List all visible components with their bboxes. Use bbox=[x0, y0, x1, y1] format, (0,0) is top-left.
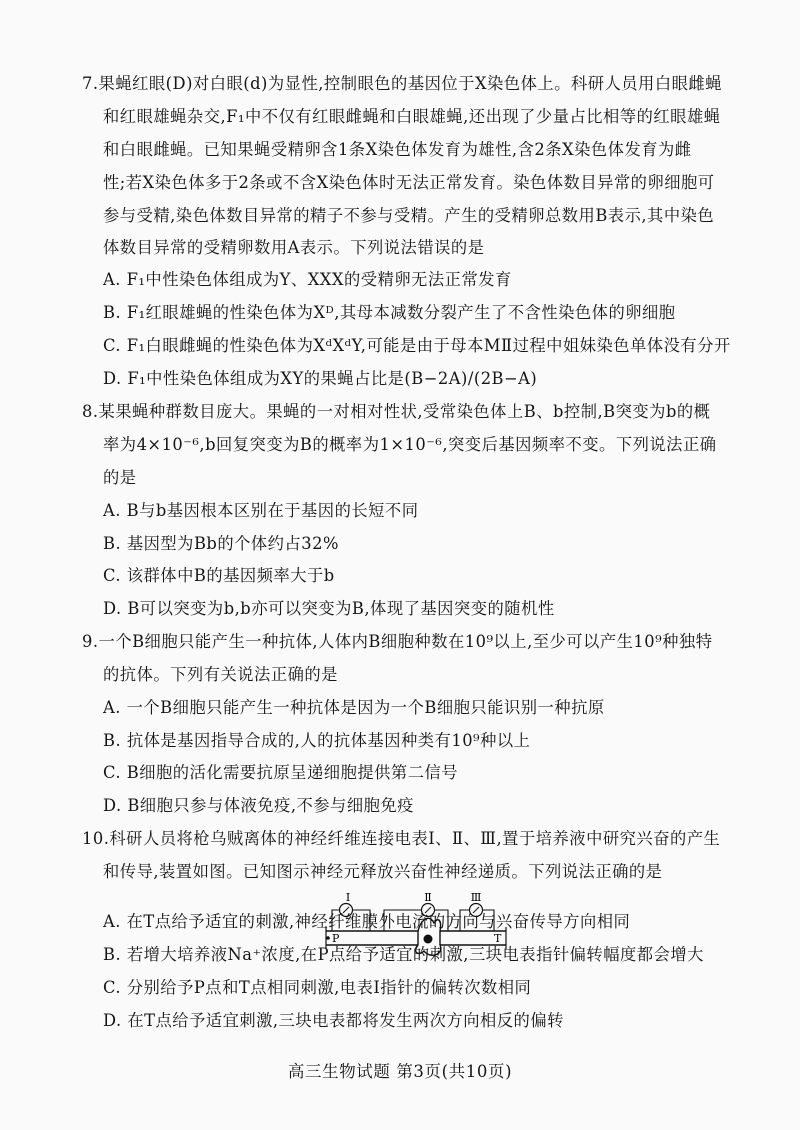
q10-option-b: B. 若增大培养液Na⁺浓度,在P点给予适宜的刺激,三块电表指针偏转幅度都会增大 bbox=[103, 945, 704, 964]
q8-line-3: 的是 bbox=[103, 468, 137, 487]
q10-option-a: A. 在T点给予适宜的刺激,神经纤维膜外电流的方向与兴奋传导方向相同 bbox=[103, 912, 631, 931]
q7-line-3: 和白眼雌蝇。已知果蝇受精卵含1条X染色体发育为雄性,含2条X染色体发育为雌 bbox=[103, 140, 692, 159]
point-p-label: P bbox=[332, 932, 340, 945]
q7-option-d: D. F₁中性染色体组成为XY的果蝇占比是(B−2A)/(2B−A) bbox=[103, 369, 538, 388]
q10-line-1: 10.科研人员将枪乌贼离体的神经纤维连接电表Ⅰ、Ⅱ、Ⅲ,置于培养液中研究兴奋的产生 bbox=[82, 829, 721, 848]
point-t-label: T bbox=[494, 932, 502, 945]
q9-line-2: 的抗体。下列有关说法正确的是 bbox=[103, 665, 338, 684]
q10-option-c: C. 分别给予P点和T点相同刺激,电表Ⅰ指针的偏转次数相同 bbox=[103, 978, 532, 997]
q7-line-6: 体数目异常的受精卵数用A表示。下列说法错误的是 bbox=[103, 238, 485, 257]
q8-line-1: 8.某果蝇种群数目庞大。果蝇的一对相对性状,受常染色体上B、b控制,B突变为b的概 bbox=[82, 402, 711, 421]
meter-1-label: Ⅰ bbox=[345, 893, 351, 904]
q8-option-c: C. 该群体中B的基因频率大于b bbox=[103, 566, 335, 585]
q8-option-b: B. 基因型为Bb的个体约占32% bbox=[103, 534, 339, 553]
q10-option-d: D. 在T点给予适宜刺激,三块电表都将发生两次方向相反的偏转 bbox=[103, 1011, 564, 1030]
q7-option-c: C. F₁白眼雌蝇的性染色体为XᵈXᵈY,可能是由于母本MⅡ过程中姐妹染色单体没有分开 bbox=[103, 336, 731, 355]
page-footer: 高三生物试题 第3页(共10页) bbox=[287, 1062, 513, 1081]
q9-option-b: B. 抗体是基因指导合成的,人的抗体基因种类有10⁹种以上 bbox=[103, 731, 531, 750]
q8-option-a: A. B与b基因根本区别在于基因的长短不同 bbox=[103, 501, 419, 520]
q7-line-5: 参与受精,染色体数目异常的精子不参与受精。产生的受精卵总数用B表示,其中染色 bbox=[103, 206, 715, 225]
q8-line-2: 率为4×10⁻⁶,b回复突变为B的概率为1×10⁻⁶,突变后基因频率不变。下列说法正确 bbox=[103, 435, 717, 454]
q7-option-b: B. F₁红眼雄蝇的性染色体为Xᴰ,其母本减数分裂产生了不含性染色体的卵细胞 bbox=[103, 303, 676, 322]
q9-line-1: 9.一个B细胞只能产生一种抗体,人体内B细胞种数在10⁹以上,至少可以产生10⁹种独特 bbox=[82, 632, 713, 651]
meter-2-label: Ⅱ bbox=[424, 893, 432, 904]
q9-option-d: D. B细胞只参与体液免疫,不参与细胞免疫 bbox=[103, 796, 414, 815]
q7-line-2: 和红眼雄蝇杂交,F₁中不仅有红眼雌蝇和白眼雄蝇,还出现了少量占比相等的红眼雄蝇 bbox=[103, 107, 721, 126]
q7-line-1: 7.果蝇红眼(D)对白眼(d)为显性,控制眼色的基因位于X染色体上。科研人员用白眼雌蝇 bbox=[82, 74, 722, 93]
meter-3-label: Ⅲ bbox=[470, 893, 482, 904]
q9-option-c: C. B细胞的活化需要抗原呈递细胞提供第二信号 bbox=[103, 763, 459, 782]
q9-option-a: A. 一个B细胞只能产生一种抗体是因为一个B细胞只能识别一种抗原 bbox=[103, 698, 605, 717]
point-p-dot bbox=[326, 936, 330, 940]
q10-line-2: 和传导,装置如图。已知图示神经元释放兴奋性神经递质。下列说法正确的是 bbox=[103, 862, 663, 881]
q8-option-d: D. B可以突变为b,b亦可以突变为B,体现了基因突变的随机性 bbox=[103, 599, 555, 618]
q7-line-4: 性;若X染色体多于2条或不含X染色体时无法正常发育。染色体数目异常的卵细胞可 bbox=[103, 173, 715, 192]
q7-option-a: A. F₁中性染色体组成为Y、XXX的受精卵无法正常发育 bbox=[103, 270, 512, 289]
